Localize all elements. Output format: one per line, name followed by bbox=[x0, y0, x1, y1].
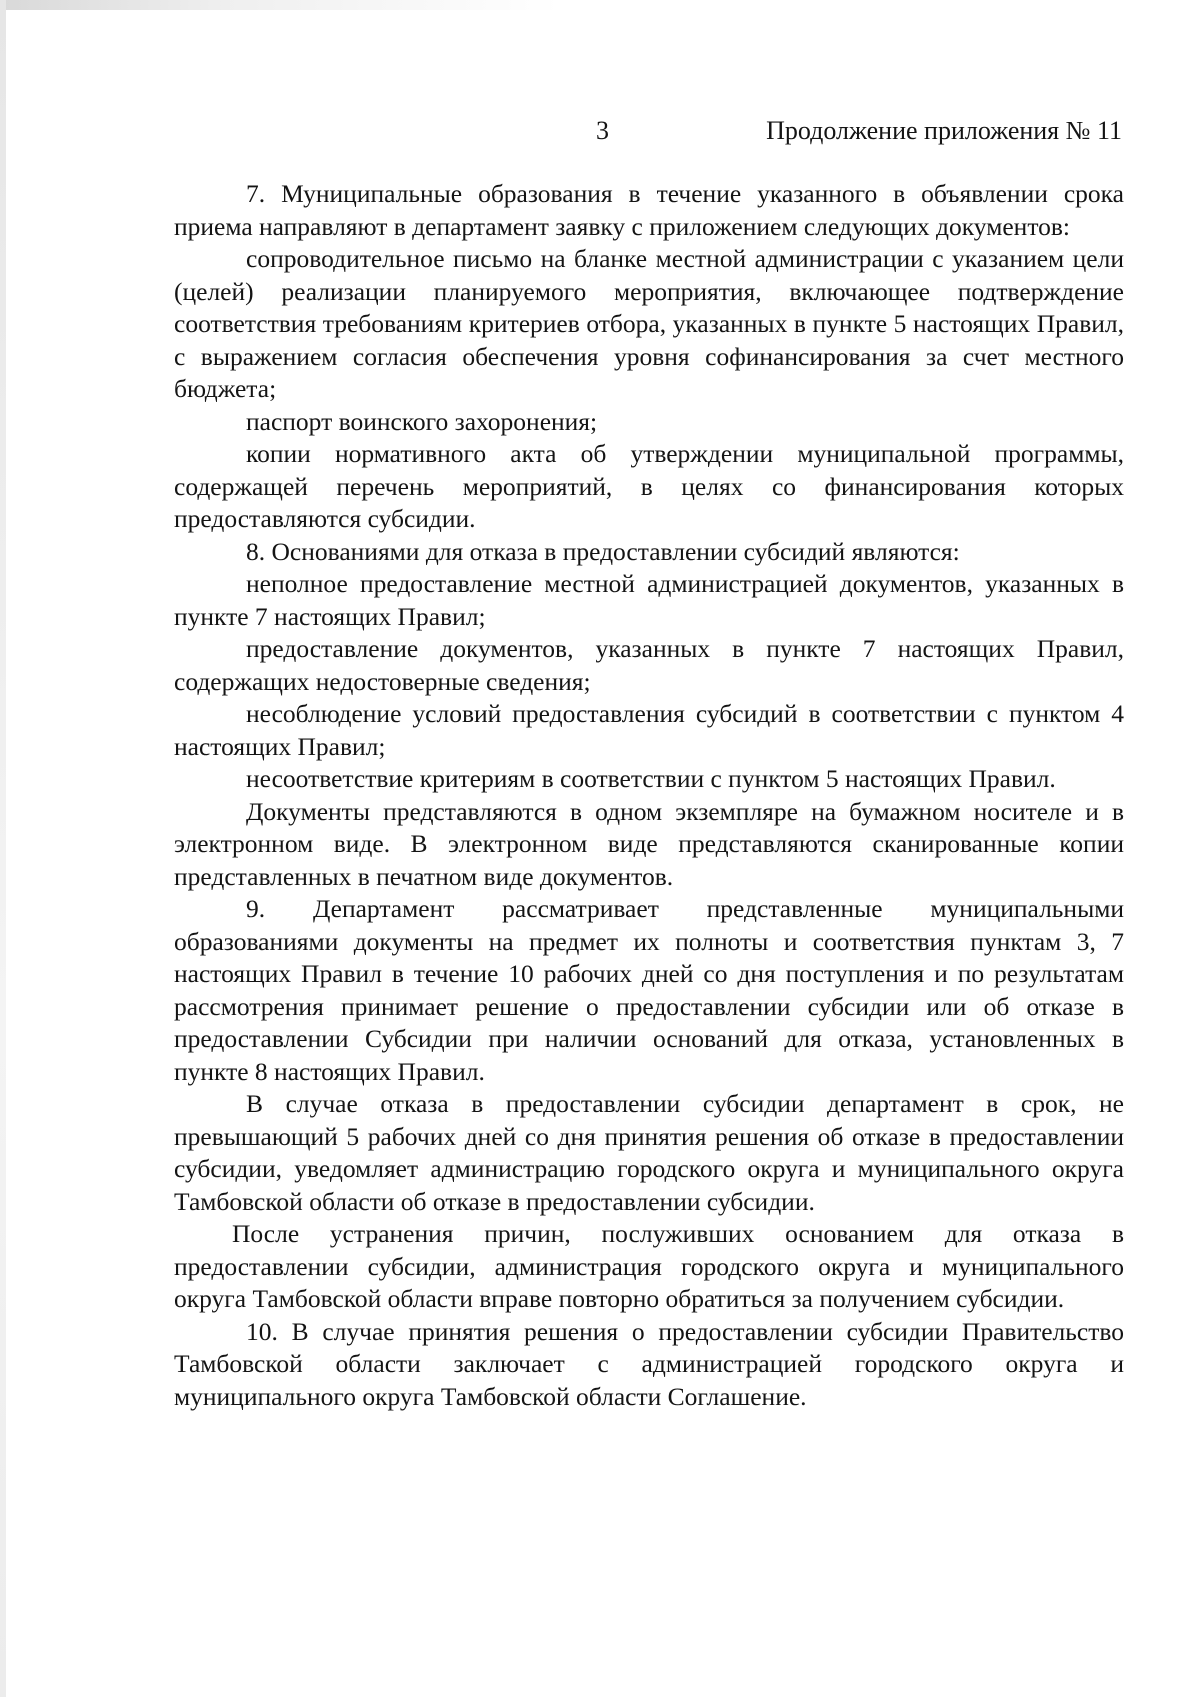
paragraph-9: 9. Департамент рассматривает представленные муниципальными образованиями документы на предмет их полноты и соответствия пунктам 3, 7 настоящих Правил в течение 10 рабочих дней со дня поступления и по результатам рассмотрения принимает решение о предоставлении субсидии или об отказе в предоставлении Субсидии при наличии оснований для отказа, установленных в пункте 8 настоящих Правил. bbox=[174, 894, 1124, 1086]
paragraph-cover-letter: сопроводительное письмо на бланке местной администрации с указанием цели (целей) реализации планируемого мероприятия, включающее подтверждение соответствия требованиям критериев отбора, указанных в пункте 5 настоящих Правил, с выражением согласия обеспечения уровня софинансирования за счет местного бюджета; bbox=[174, 244, 1124, 403]
paragraph-incomplete-docs: неполное предоставление местной администрацией документов, указанных в пункте 7 настоящих Правил; bbox=[174, 569, 1124, 631]
appendix-continuation-title: Продолжение приложения № 11 bbox=[766, 116, 1122, 145]
scan-edge-left bbox=[0, 0, 6, 1697]
paragraph-passport: паспорт воинского захоронения; bbox=[246, 406, 598, 436]
page-header bbox=[0, 116, 1200, 156]
paragraph-documents-format: Документы представляются в одном экземпляре на бумажном носителе и в электронном виде. В электронном виде представляются сканированные копии представленных в печатном виде документов. bbox=[174, 796, 1124, 891]
paragraph-criteria: несоответствие критериям в соответствии с пунктом 5 настоящих Правил. bbox=[246, 764, 1056, 793]
paragraph-7: 7. Муниципальные образования в течение указанного в объявлении срока приема направляют в департамент заявку с приложением следующих документов: bbox=[174, 179, 1124, 241]
paragraph-normative-act: копии нормативного акта об утверждении муниципальной программы, содержащей перечень мероприятий, в целях со финансирования которых предоставляются субсидии. bbox=[174, 439, 1124, 533]
paragraph-false-info: предоставление документов, указанных в пункте 7 настоящих Правил, содержащих недостоверные сведения; bbox=[174, 634, 1124, 696]
paragraph-10: 10. В случае принятия решения о предоставлении субсидии Правительство Тамбовской области заключает с администрацией городского округа и муниципального округа Тамбовской области Соглашение. bbox=[174, 1316, 1124, 1411]
paragraph-conditions: несоблюдение условий предоставления субсидий в соответствии с пунктом 4 настоящих Правил; bbox=[174, 699, 1124, 761]
page-number: 3 bbox=[596, 116, 609, 145]
paragraph-8: 8. Основаниями для отказа в предоставлении субсидий являются: bbox=[246, 536, 960, 566]
scan-edge-top bbox=[0, 0, 560, 10]
paragraph-refusal-notice: В случае отказа в предоставлении субсидии департамент в срок, не превышающий 5 рабочих дней со дня принятия решения об отказе в предоставлении субсидии, уведомляет администрацию городского округа и муниципального округа Тамбовской области об отказе в предоставлении субсидии. bbox=[174, 1089, 1124, 1216]
document-body bbox=[174, 178, 1124, 1413]
paragraph-reapply: После устранения причин, послуживших основанием для отказа в предоставлении субсидии, администрация городского округа и муниципального округа Тамбовской области вправе повторно обратиться за получением субсидии. bbox=[174, 1219, 1124, 1313]
